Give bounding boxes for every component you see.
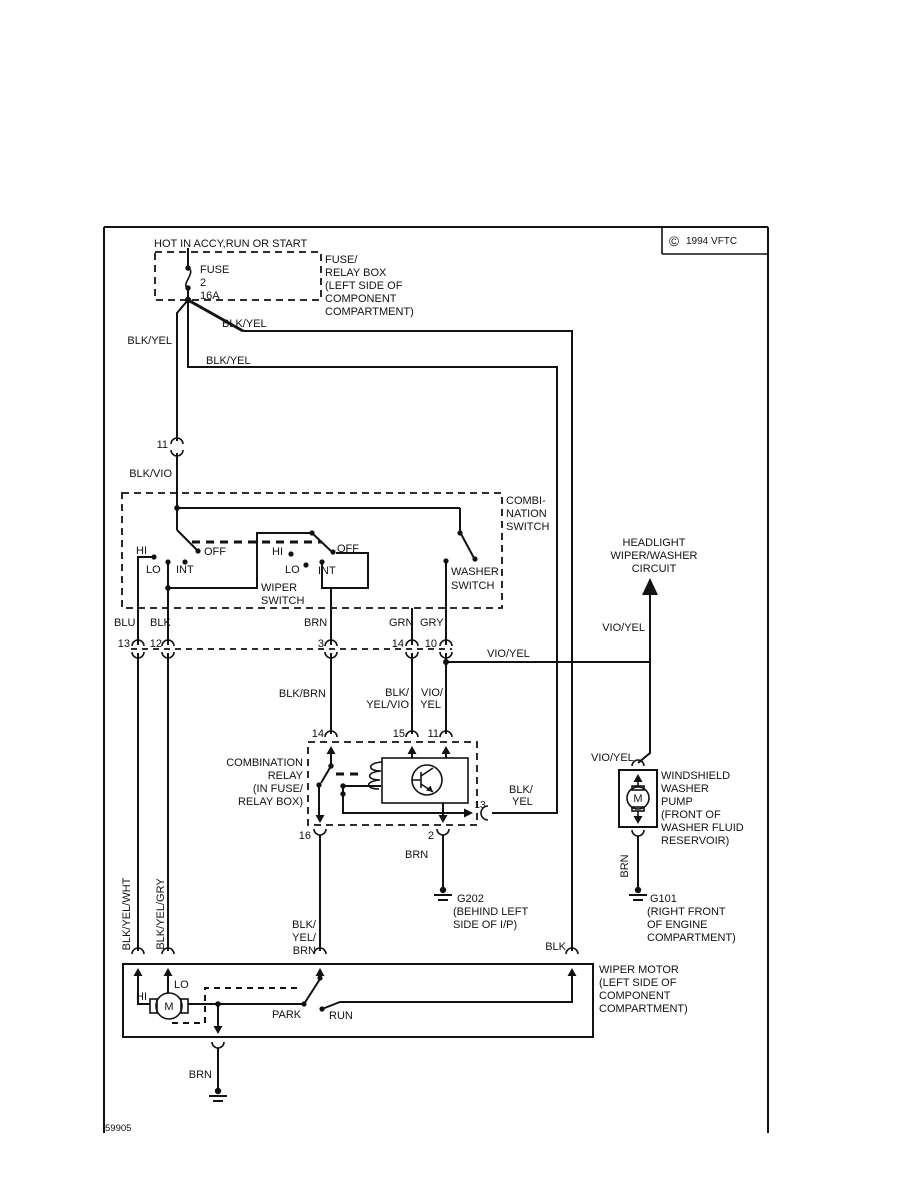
wire-int-out: [322, 553, 368, 608]
fuse-box-label: COMPONENT: [325, 293, 397, 305]
combination-switch-label: NATION: [506, 508, 547, 520]
exit-arrow: [634, 816, 643, 824]
run-wire: [322, 972, 572, 1009]
contact-dot: [472, 556, 477, 561]
drawing-number: 59905: [105, 1123, 132, 1134]
position-lo: LO: [174, 979, 189, 991]
feed-wires: [127, 300, 572, 951]
connector-pin-12: 12: [149, 638, 162, 650]
fuse-box-outline: [155, 252, 321, 300]
washer-pump-label: (FRONT OF: [661, 809, 721, 821]
connector-pin-3: 3: [317, 638, 324, 650]
entry-arrows: [134, 968, 577, 976]
wire-label-vio-yel: VIO/YEL: [591, 752, 634, 764]
relay-switch-arm: [321, 766, 331, 783]
ground-id: G101: [650, 893, 677, 905]
wire-label-blk: BLK: [545, 941, 566, 953]
wire-label-blk-yel: BLK/: [509, 784, 533, 796]
contact-off: [330, 549, 335, 554]
ground-location: (RIGHT FRONT: [647, 906, 726, 918]
wire-label-blk-yel-wht: BLK/YEL/WHT: [121, 877, 133, 951]
wiper-switch-arm-left: [177, 530, 197, 550]
headlight-ref-label: WIPER/WASHER: [610, 550, 698, 562]
wire-label-vio-yel: VIO/YEL: [487, 648, 530, 660]
copyright-icon: ©: [669, 234, 679, 249]
position-hi: HI: [136, 545, 147, 557]
wiper-motor: [123, 941, 688, 1101]
headlight-ref-label: CIRCUIT: [631, 563, 677, 575]
washer-switch-label: WASHER: [451, 566, 499, 578]
fuse-terminal-top: [185, 265, 190, 270]
washer-pump-label: WASHER FLUID: [661, 822, 744, 834]
relay-label: COMBINATION: [226, 757, 303, 769]
fuse-name: FUSE: [200, 264, 230, 276]
fuse-box-label: (LEFT SIDE OF: [325, 280, 403, 292]
connector-pin-13: 13: [117, 638, 130, 650]
wire-label-vio-yel: VIO/: [420, 687, 443, 699]
wire-label-blk-yel-brn: BLK/: [292, 919, 316, 931]
connector-symbol: [632, 830, 644, 836]
position-off: OFF: [204, 546, 226, 558]
washer-switch-arm: [460, 532, 474, 558]
contact-dot: [316, 782, 321, 787]
position-int: INT: [176, 564, 194, 576]
wiper-switch-label: SWITCH: [261, 595, 305, 607]
park-switch-arm: [304, 972, 320, 1004]
wire-blk-yel-relay: [188, 300, 557, 813]
wire-label-blk-yel: YEL: [512, 796, 533, 808]
entry-arrow: [634, 774, 643, 782]
connector-pin-14: 14: [391, 638, 404, 650]
headlight-ref-label: HEADLIGHT: [622, 537, 686, 549]
connector-11-label: 11: [156, 439, 168, 451]
headlight-arrow-icon: [642, 578, 658, 595]
ground-id: G202: [457, 893, 484, 905]
wire-label-blk-yel-vio: YEL/VIO: [366, 699, 409, 711]
wire-label-blk-yel-brn: BRN: [292, 945, 316, 957]
washer-switch-label: SWITCH: [451, 580, 495, 592]
wire-label-blk-vio: BLK/VIO: [129, 468, 172, 480]
fuse-box-label: RELAY BOX: [325, 267, 387, 279]
relay-coil: [369, 762, 382, 789]
position-run: RUN: [329, 1010, 353, 1022]
position-lo: LO: [146, 564, 161, 576]
relay-pin-11: 11: [427, 728, 439, 740]
wiper-switch-arm-mid: [312, 533, 331, 551]
wire-label-blk: BLK: [150, 617, 171, 629]
combination-switch: [122, 493, 549, 608]
switch-feed-wire: [177, 493, 460, 532]
wiper-switch-label: WIPER: [261, 582, 298, 594]
motor-letter: M: [164, 1001, 174, 1013]
exit-arrow-right: [464, 809, 473, 818]
wire-blk-vio: [177, 300, 188, 493]
fuse-box-label: FUSE/: [325, 254, 358, 266]
washer-pump-label: PUMP: [661, 796, 693, 808]
combination-switch-label: COMBI-: [506, 495, 546, 507]
combination-switch-label: SWITCH: [506, 521, 550, 533]
contact-hi: [288, 551, 293, 556]
wire-label-brn: BRN: [304, 617, 328, 629]
wire-vio-yel: [446, 592, 650, 763]
wire-label-vio-yel: VIO/YEL: [602, 622, 645, 634]
wiper-motor-outline: [123, 964, 593, 1037]
ground-icon: [629, 895, 647, 900]
motor-letter: M: [633, 793, 643, 805]
splice-dot: [174, 505, 180, 511]
position-int: INT: [318, 565, 336, 577]
connector-pin-10: 10: [424, 638, 437, 650]
fuse-rating: 16A: [200, 290, 220, 302]
wiper-motor-label: COMPARTMENT): [599, 1003, 688, 1015]
ground-icon: [434, 895, 452, 900]
fuse-element: [186, 268, 191, 288]
relay-pin-14: 14: [311, 728, 324, 740]
contact-off: [195, 548, 200, 553]
relay-label: (IN FUSE/: [252, 783, 303, 795]
copyright-text: 1994 VFTC: [686, 236, 738, 247]
relay-pin-16: 16: [298, 830, 311, 842]
fuse-relay-box: [154, 238, 414, 318]
ground-location: OF ENGINE: [647, 919, 708, 931]
ground-location: (BEHIND LEFT: [453, 906, 529, 918]
connector-symbol: [212, 1042, 224, 1048]
ground-icon: [215, 1088, 221, 1094]
windshield-washer-pump: [591, 752, 744, 944]
wire-label-blk-brn: BLK/BRN: [278, 688, 326, 700]
relay-internal-wires: [343, 786, 464, 818]
pivot-dot: [457, 530, 462, 535]
washer-pump-label: WASHER: [661, 783, 709, 795]
wire-label-blk-yel: BLK/YEL: [206, 355, 251, 367]
wire-label-vio-yel: YEL: [420, 699, 441, 711]
wire-label-gry: GRY: [420, 617, 444, 629]
ground-location: SIDE OF I/P): [453, 919, 518, 931]
relay-pin-2: 2: [427, 830, 434, 842]
position-park: PARK: [272, 1009, 302, 1021]
relay-label: RELAY: [267, 770, 303, 782]
position-hi: HI: [136, 991, 147, 1003]
wiper-motor-label: WIPER MOTOR: [599, 964, 679, 976]
wire-label-blk-yel-gry: BLK/YEL/GRY: [155, 878, 167, 950]
wire-label-blk-yel-brn: YEL/: [292, 932, 316, 944]
entry-arrows: [327, 746, 451, 754]
wire-label-blk-yel-vio: BLK/: [385, 687, 409, 699]
wire-label-brn: BRN: [619, 854, 631, 878]
washer-pump-label: WINDSHIELD: [661, 770, 731, 782]
wiper-motor-label: COMPONENT: [599, 990, 671, 1002]
position-hi: HI: [272, 546, 283, 558]
arm-dot: [317, 975, 322, 980]
fuse-number: 2: [200, 277, 207, 289]
relay-label: RELAY BOX): [237, 796, 303, 808]
fuse-box-label: COMPARTMENT): [325, 306, 414, 318]
relay-pin-13: 13: [474, 800, 486, 811]
wiper-motor-label: (LEFT SIDE OF: [599, 977, 677, 989]
position-off: OFF: [337, 543, 359, 555]
ground-g202: [405, 835, 528, 931]
ground-icon: [635, 887, 641, 893]
wire-label-brn: BRN: [188, 1069, 212, 1081]
hot-feed-label: HOT IN ACCY,RUN OR START: [154, 238, 308, 250]
position-lo: LO: [285, 564, 300, 576]
wire-label-grn: GRN: [389, 617, 414, 629]
wire-label-brn: BRN: [405, 849, 429, 861]
fuse-terminal-bottom: [185, 285, 190, 290]
wire-label-blk-yel: BLK/YEL: [127, 335, 172, 347]
exit-arrows: [316, 815, 448, 823]
contact-lo: [303, 562, 308, 567]
wire-label-blu: BLU: [114, 617, 136, 629]
ground-location: COMPARTMENT): [647, 932, 736, 944]
connector-symbols: [132, 948, 578, 954]
ground-icon: [440, 887, 446, 893]
washer-pump-label: RESERVOIR): [661, 835, 730, 847]
splice-dot: [165, 585, 171, 591]
wire-label-blk-yel: BLK/YEL: [222, 318, 267, 330]
exit-arrow: [214, 1026, 223, 1034]
relay-pin-15: 15: [392, 728, 405, 740]
ground-icon: [209, 1096, 227, 1101]
